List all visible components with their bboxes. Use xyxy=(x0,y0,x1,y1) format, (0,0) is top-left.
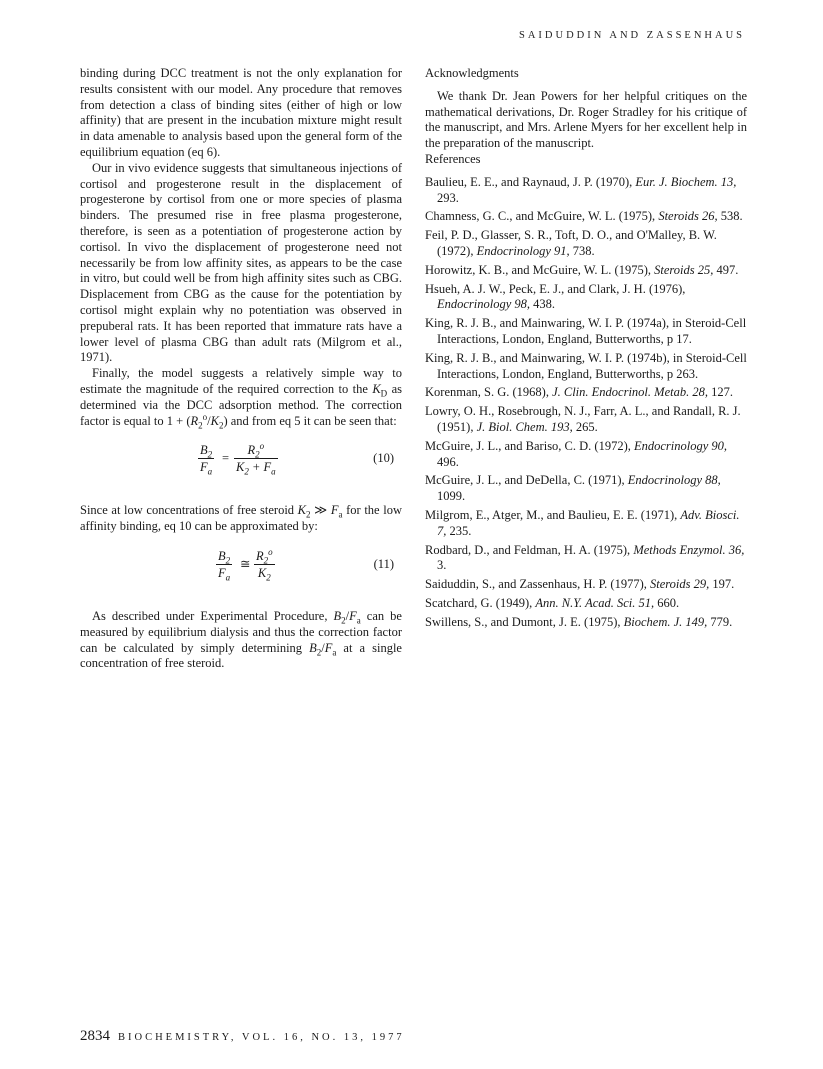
page-footer xyxy=(80,1028,405,1045)
reference-item: Hsueh, A. J. W., Peck, E. J., and Clark, J. H. (1976), Endocrinology 98, 438. xyxy=(425,281,686,312)
reference-item: Milgrom, E., Atger, M., and Baulieu, E. E. (1971), Adv. Biosci. 7, 235. xyxy=(425,507,740,538)
equation-11: $\frac{B_2}{F_a}$ ≅ $\frac{R_2^o}{K_2}$ (11) xyxy=(218,546,394,583)
reference-item: Saiduddin, S., and Zassenhaus, H. P. (1977), Steroids 29, 197. xyxy=(425,577,735,592)
reference-item: Chamness, G. C., and McGuire, W. L. (1975), Steroids 26, 538. xyxy=(425,209,743,224)
reference-item: Baulieu, E. E., and Raynaud, J. P. (1970), Eur. J. Biochem. 13, 293. xyxy=(425,174,737,205)
paragraph-5: As described under Experimental Procedure, $B_2/F_a$ can be measured by equilibrium dialysis and thus the correction factor can be calculated by simply determining $B_2/F_a$ at a single concentration of free steroid. xyxy=(80,608,402,671)
reference-item: Rodbard, D., and Feldman, H. A. (1975), Methods Enzymol. 36, 3. xyxy=(425,542,745,573)
acknowledgments-text: We thank Dr. Jean Powers for her helpful critiques on the mathematical derivations, Dr. Roger Stradley for his critique of the manuscript, and Mrs. Arlene Myers for her excellent help in the preparation of the manuscript. xyxy=(425,88,747,151)
reference-item: McGuire, J. L., and DeDella, C. (1971), Endocrinology 88, 1099. xyxy=(425,473,721,504)
right-column xyxy=(425,66,747,634)
references-heading: References xyxy=(425,151,481,166)
paragraph-3: Finally, the model suggests a relatively simple way to estimate the magnitude of the required correction to the $K_D$ as determined via the DCC adsorption method. The correction factor is equal to $1 + (R_2^o/K_2)$ and from eq 5 it can be seen that: xyxy=(80,366,402,431)
reference-item: McGuire, J. L., and Bariso, C. D. (1972), Endocrinology 90, 496. xyxy=(425,438,728,469)
paragraph-1: binding during DCC treatment is not the only explanation for results consistent with our model. Any procedure that removes from detection a class of binding sites (either of high or low affinity) that are present in the incubation mixture might result in data amenable to analysis based upon the general form of the equilibrium equation (eq 6). xyxy=(80,66,402,159)
page-number: 2834 xyxy=(80,1028,110,1044)
running-head: SAIDUDDIN AND ZASSENHAUS xyxy=(518,30,745,41)
reference-item: Feil, P. D., Glasser, S. R., Toft, D. O., and O'Malley, B. W. (1972), Endocrinology 91, 738. xyxy=(425,228,717,258)
reference-item: King, R. J. B., and Mainwaring, W. I. P. (1974b), in Steroid-Cell Interactions, London, England, Butterworths, p 263. xyxy=(425,350,747,381)
reference-item: King, R. J. B., and Mainwaring, W. I. P. (1974a), in Steroid-Cell Interactions, London, England, Butterworths, p 17. xyxy=(425,316,747,346)
journal-citation: BIOCHEMISTRY, VOL. 16, NO. 13, 1977 xyxy=(118,1032,405,1043)
left-column xyxy=(80,66,402,672)
reference-item: Lowry, O. H., Rosebrough, N. J., Farr, A. L., and Randall, R. J. (1951), J. Biol. Chem. 193, 265. xyxy=(425,404,741,434)
equation-11-number: (11) xyxy=(373,556,394,571)
paragraph-2: Our in vivo evidence suggests that simultaneous injections of cortisol and progesterone result in the displacement of progesterone by cortisol from one or more species of plasma binders. The presumed rise in free plasma progesterone, therefore, is seen as a potentiation of progesterone action by cortisol. In vivo the displacement of progesterone need not necessarily be from low affinity sites, as appears to be the case in vitro, but could well be from high affinity sites such as CBG. Displacement from CBG as the cause for the potentiation by cortisol might explain why no potentiation was observed in prepuberal rats. It has been reported that immature rats have a lower level of plasma CBG than adult rats (Milgrom et al., 1971). xyxy=(80,160,402,365)
paragraph-4: Since at low concentrations of free steroid $K_2$ ≫ $F_a$ for the low affinity binding, eq 10 can be approximated by: xyxy=(80,503,402,534)
reference-item: Swillens, S., and Dumont, J. E. (1975), Biochem. J. 149, 779. xyxy=(425,614,733,629)
reference-item: Korenman, S. G. (1968), J. Clin. Endocrinol. Metab. 28, 127. xyxy=(425,385,733,400)
reference-item: Horowitz, K. B., and McGuire, W. L. (1975), Steroids 25, 497. xyxy=(425,262,739,277)
acknowledgments-heading: Acknowledgments xyxy=(425,66,519,80)
equation-10: $\frac{B_2}{F_a}$ = $\frac{R_2^o}{K_2 + F_a}$ (10) xyxy=(200,441,394,477)
equation-10-number: (10) xyxy=(373,451,394,466)
reference-item: Scatchard, G. (1949), Ann. N.Y. Acad. Sci. 51, 660. xyxy=(425,595,680,610)
references-list xyxy=(425,175,747,631)
